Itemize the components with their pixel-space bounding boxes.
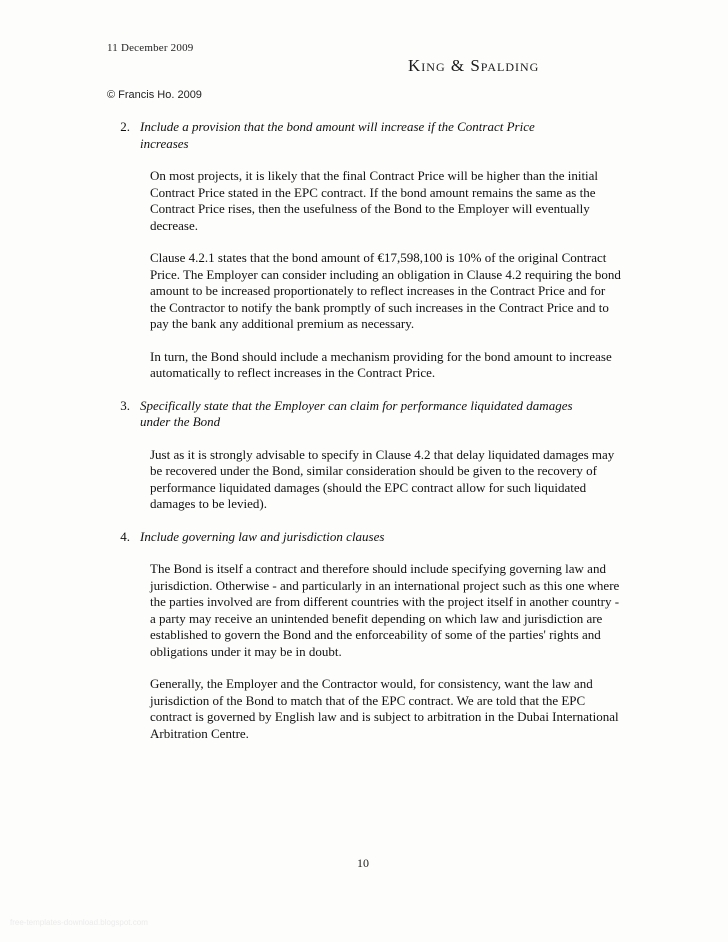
section-number: 2. xyxy=(120,119,130,134)
firm-logo: King & Spalding xyxy=(408,56,540,75)
section-heading xyxy=(107,398,622,431)
numbered-section xyxy=(107,398,622,513)
section-heading xyxy=(107,529,622,546)
watermark: free-templates-download.blogspot.com xyxy=(10,918,148,927)
section-title: Include governing law and jurisdiction clauses xyxy=(140,528,385,544)
body-paragraph: In turn, the Bond should include a mechanism providing for the bond amount to increase automatically to reflect increases in the Contract Price. xyxy=(150,348,612,380)
copyright-notice: © Francis Ho. 2009 xyxy=(107,89,202,101)
body-paragraph: Generally, the Employer and the Contractor would, for consistency, want the law and jurisdiction of the Bond to match that of the EPC contract. We are told that the EPC contract is governed by English law and is subject to arbitration in the Dubai International Arbitration Centre. xyxy=(150,676,619,741)
document-body xyxy=(107,119,622,758)
header-date: 11 December 2009 xyxy=(107,42,194,54)
section-title: Specifically state that the Employer can claim for performance liquidated damages under the Bond xyxy=(140,397,573,429)
body-paragraph: Just as it is strongly advisable to specify in Clause 4.2 that delay liquidated damages may be recovered under the Bond, similar consideration should be given to the recovery of performance liquidated damages (should the EPC contract allow for such liquidated damages to be levied). xyxy=(150,446,615,511)
section-title: Include a provision that the bond amount will increase if the Contract Price increases xyxy=(140,119,535,151)
body-paragraph: The Bond is itself a contract and therefore should include specifying governing law and jurisdiction. Otherwise - and particularly in an international project such as this one where the parties involved are from different countries with the project itself in another country - a party may receive an unintended benefit depending on which law and jurisdiction are established to govern the Bond and the enforceability of some of the parties' rights and obligations under it may be in doubt. xyxy=(150,561,620,659)
section-number: 4. xyxy=(120,528,130,544)
numbered-section xyxy=(107,529,622,743)
section-heading xyxy=(107,119,622,152)
section-number: 3. xyxy=(120,397,130,413)
numbered-section xyxy=(107,119,622,382)
page-number: 10 xyxy=(357,856,369,870)
body-paragraph: On most projects, it is likely that the final Contract Price will be higher than the initial Contract Price stated in the EPC contract. If the bond amount remains the same as the Contract Price rises, then the usefulness of the Bond to the Employer will eventually decrease. xyxy=(150,168,599,233)
body-paragraph: Clause 4.2.1 states that the bond amount of €17,598,100 is 10% of the original Contract Price. The Employer can consider including an obligation in Clause 4.2 requiring the bond amount to be increased proportionately to reflect increases in the Contract Price and for the Contractor to notify the bank promptly of such increases in the Contract Price and to pay the bank any additional premium as necessary. xyxy=(150,250,621,331)
